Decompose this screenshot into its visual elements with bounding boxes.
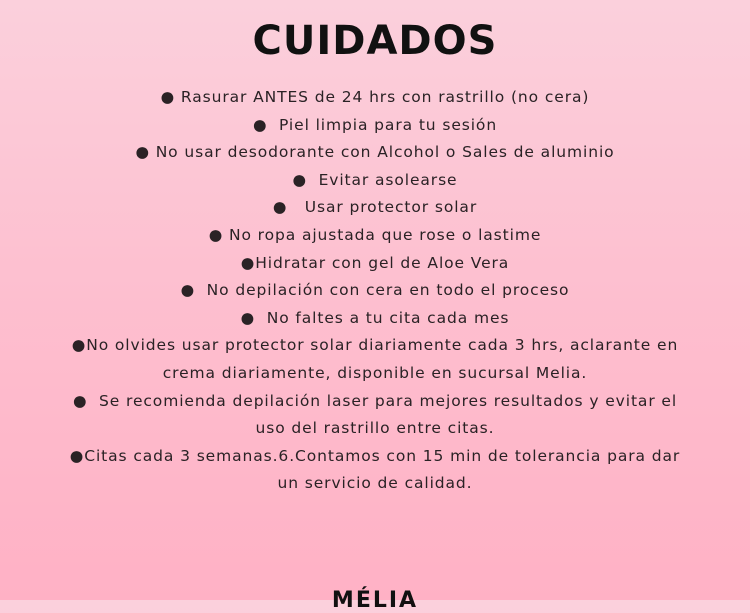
list-item: ● Usar protector solar: [272, 198, 478, 217]
list-item-continuation: uso del rastrillo entre citas.: [255, 419, 495, 438]
list-item: ●Citas cada 3 semanas.6.Contamos con 15 min de tolerancia para dar: [69, 446, 681, 465]
list-item-continuation: crema diariamente, disponible en sucursal Melia.: [162, 363, 588, 382]
page-title: CUIDADOS: [252, 18, 498, 64]
list-item: ● No usar desodorante con Alcohol o Sales de aluminio: [135, 143, 615, 162]
brand-logo-text: MÉLIA: [331, 588, 419, 613]
list-item: ● No faltes a tu cita cada mes: [240, 308, 510, 327]
list-item-continuation: un servicio de calidad.: [277, 474, 473, 493]
list-item: ● Rasurar ANTES de 24 hrs con rastrillo (no cera): [160, 88, 590, 106]
list-item: ● No depilación con cera en todo el proceso: [180, 281, 570, 300]
list-item: ●Hidratar con gel de Aloe Vera: [240, 253, 510, 272]
list-item: ● Piel limpia para tu sesión: [252, 115, 498, 134]
list-item: ● Se recomienda depilación laser para mejores resultados y evitar el: [72, 391, 678, 410]
list-item: ●No olvides usar protector solar diariamente cada 3 hrs, aclarante en: [71, 336, 679, 355]
care-instructions-list: [0, 84, 750, 498]
list-item: ● No ropa ajustada que rose o lastime: [208, 225, 542, 244]
list-item: ● Evitar asolearse: [292, 170, 458, 189]
